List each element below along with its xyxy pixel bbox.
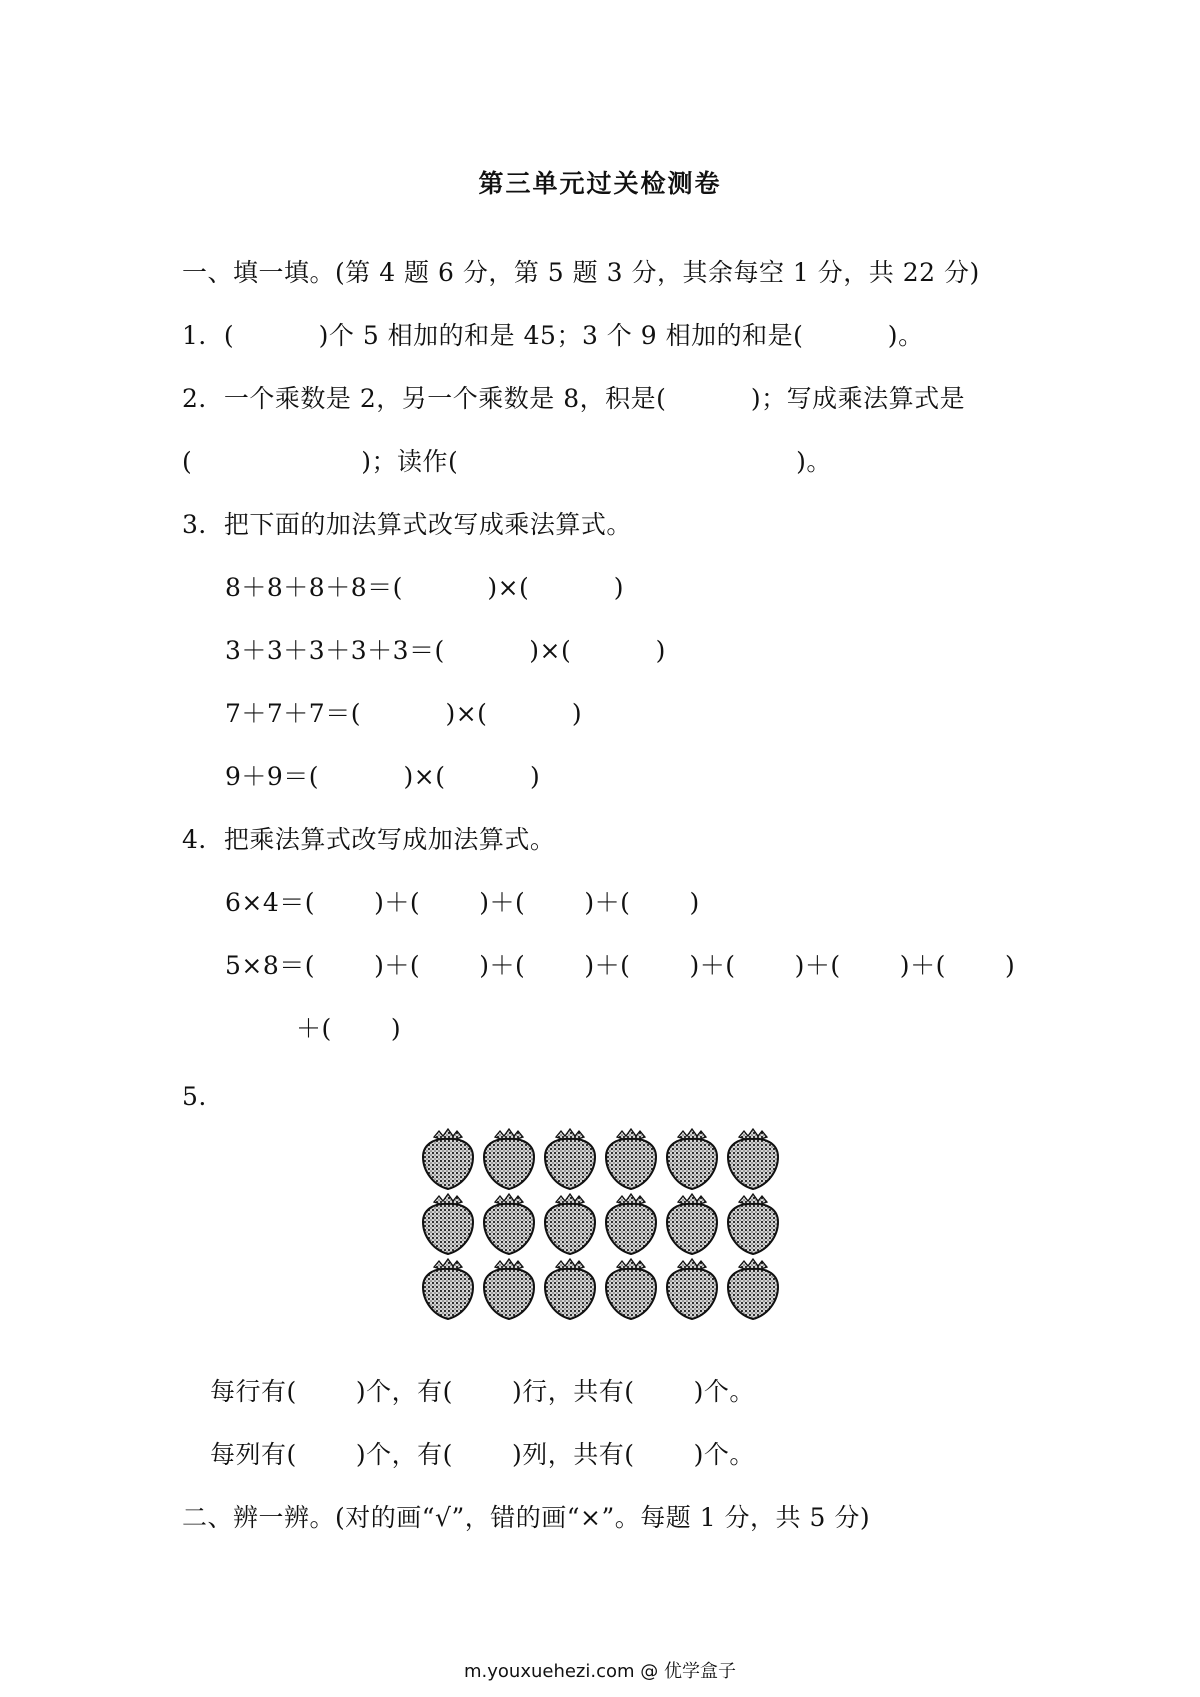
- question-4-item-1: 6×4＝( )＋( )＋( )＋( ): [225, 888, 700, 917]
- footer-watermark: m.youxuehezi.com @ 优学盒子: [463, 1661, 736, 1682]
- strawberry-picture: [418, 1126, 788, 1326]
- strawberry-icon: [667, 1259, 717, 1319]
- question-5-item-2: 每列有( )个，有( )列，共有( )个。: [210, 1440, 755, 1469]
- strawberry-icon: [423, 1259, 473, 1319]
- question-3-item-2: 3＋3＋3＋3＋3＝( )×( ): [225, 636, 666, 665]
- strawberry-icon: [423, 1194, 473, 1254]
- strawberry-icon: [606, 1194, 656, 1254]
- question-2-line2: ( )；读作( )。: [182, 447, 832, 476]
- question-5-item-1: 每行有( )个，有( )行，共有( )个。: [210, 1377, 755, 1406]
- strawberry-icon: [606, 1259, 656, 1319]
- strawberry-icon: [423, 1129, 473, 1189]
- strawberry-icon: [728, 1194, 778, 1254]
- strawberry-icon: [484, 1259, 534, 1319]
- strawberry-icon: [667, 1194, 717, 1254]
- question-3-item-3: 7＋7＋7＝( )×( ): [225, 699, 583, 728]
- strawberry-icon: [545, 1194, 595, 1254]
- question-3-heading: 3．把下面的加法算式改写成乘法算式。: [182, 510, 632, 539]
- strawberry-icon: [606, 1129, 656, 1189]
- question-4-item-2-continued: ＋( ): [296, 1014, 402, 1043]
- page-title: 第三单元过关检测卷: [478, 169, 722, 198]
- strawberry-icon: [484, 1194, 534, 1254]
- question-4-heading: 4．把乘法算式改写成加法算式。: [182, 825, 556, 854]
- strawberry-icon: [545, 1129, 595, 1189]
- section1-heading: 一、填一填。(第 4 题 6 分，第 5 题 3 分，其余每空 1 分，共 22 分): [182, 258, 980, 287]
- strawberry-icon: [484, 1129, 534, 1189]
- strawberry-icon: [545, 1259, 595, 1319]
- strawberry-icon: [728, 1129, 778, 1189]
- question-1: 1．( )个 5 相加的和是 45；3 个 9 相加的和是( )。: [182, 321, 924, 350]
- question-5-label: 5.: [182, 1082, 207, 1111]
- strawberry-icon: [728, 1259, 778, 1319]
- strawberry-icon: [667, 1129, 717, 1189]
- section2-heading: 二、辨一辨。(对的画“√”，错的画“×”。每题 1 分，共 5 分): [182, 1503, 871, 1532]
- question-3-item-1: 8＋8＋8＋8＝( )×( ): [225, 573, 625, 602]
- question-4-item-2: 5×8＝( )＋( )＋( )＋( )＋( )＋( )＋( ): [225, 951, 1016, 980]
- question-3-item-4: 9＋9＝( )×( ): [225, 762, 541, 791]
- question-2-line1: 2．一个乘数是 2，另一个乘数是 8，积是( )；写成乘法算式是: [182, 384, 966, 413]
